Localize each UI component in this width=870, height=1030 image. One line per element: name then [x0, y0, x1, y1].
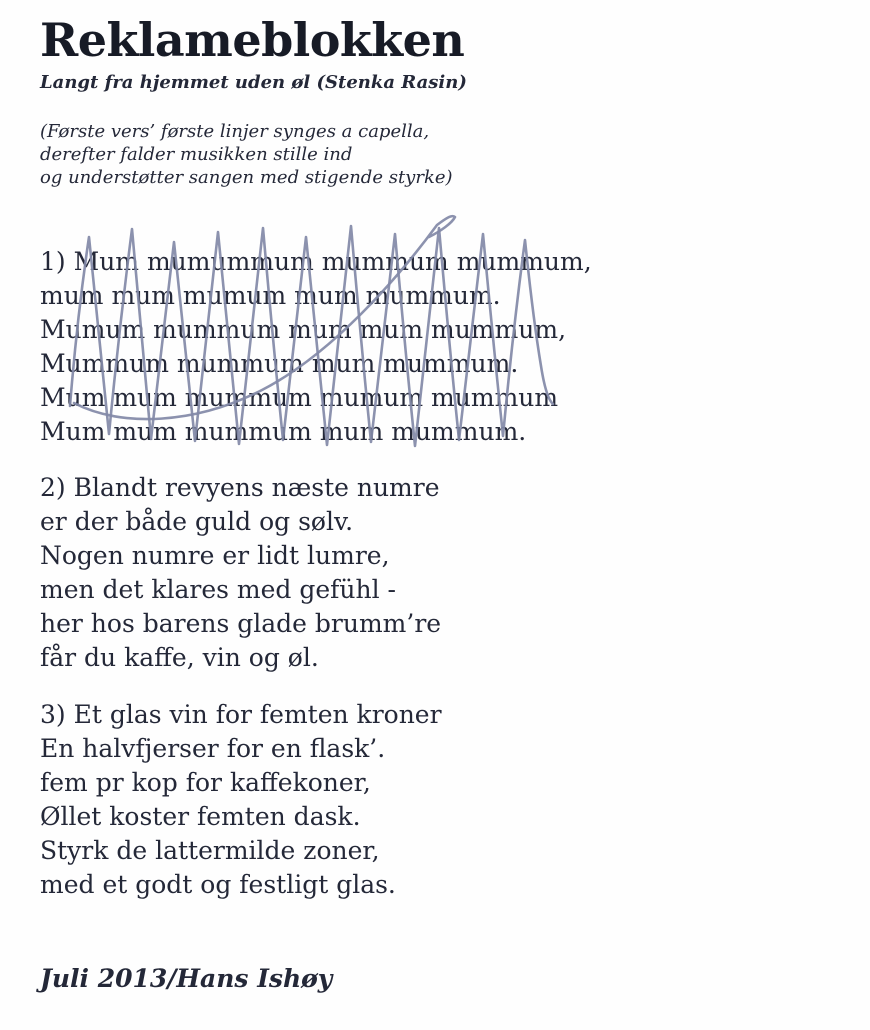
verse-3-line: En halvfjerser for en flask’.: [40, 733, 386, 763]
performance-note-line: derefter falder musikken stille ind: [40, 143, 353, 165]
verse-3-line: Øllet koster femten dask.: [40, 801, 361, 831]
verse-3: [40, 698, 840, 902]
verse-2-line: Nogen numre er lidt lumre,: [40, 540, 390, 570]
performance-note-line: og understøtter sangen med stigende styrke): [40, 166, 453, 188]
melody-subtitle: Langt fra hjemmet uden øl (Stenka Rasin): [40, 71, 467, 93]
page-title: Reklameblokken: [40, 13, 465, 67]
verse-1-line: Mummum mummum mum mummum.: [40, 348, 519, 378]
verse-1-line: mum mum mumum mum mummum.: [40, 280, 501, 310]
verse-2-line: 2) Blandt revyens næste numre: [40, 472, 440, 502]
verse-1-line: Mum mum mummum mumum mummum: [40, 382, 559, 412]
verse-1: [40, 245, 840, 449]
verse-3-line: med et godt og festligt glas.: [40, 869, 396, 899]
verse-3-line: Styrk de lattermilde zoner,: [40, 835, 380, 865]
verse-2-line: her hos barens glade brumm’re: [40, 608, 442, 638]
verse-2-line: får du kaffe, vin og øl.: [40, 642, 319, 672]
verse-3-line: 3) Et glas vin for femten kroner: [40, 699, 442, 729]
verse-1-line: 1) Mum mumummum mummum mummum,: [40, 246, 592, 276]
date-author-credit: Juli 2013/Hans Ishøy: [40, 963, 333, 993]
performance-note-line: (Første vers’ første linjer synges a capella,: [40, 120, 430, 142]
verse-1-line: Mumum mummum mum mum mummum,: [40, 314, 567, 344]
verse-2-line: men det klares med gefühl -: [40, 574, 397, 604]
verse-2-line: er der både guld og sølv.: [40, 506, 354, 536]
performance-note: [40, 120, 840, 189]
verse-3-line: fem pr kop for kaffekoner,: [40, 767, 371, 797]
verse-1-line: Mum mum mummum mum mummum.: [40, 416, 527, 446]
verse-2: [40, 471, 840, 675]
